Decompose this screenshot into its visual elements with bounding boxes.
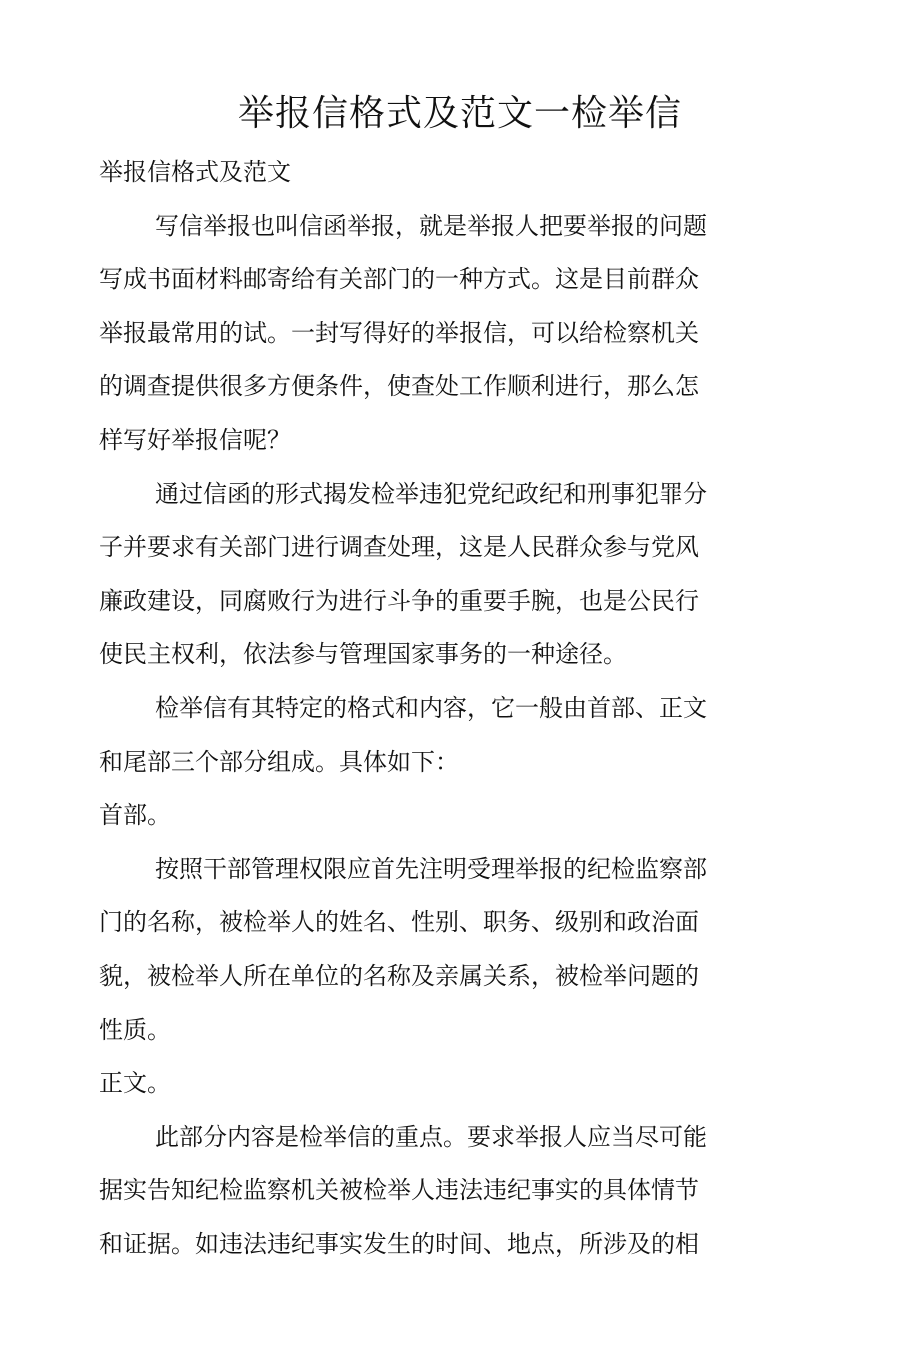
text-line: 廉政建设，同腐败行为进行斗争的重要手腕，也是公民行 [99,586,699,615]
text-line: 举报信格式及范文 [99,158,291,186]
text-line: 通过信函的形式揭发检举违犯党纪政纪和刑事犯罪分 [155,479,707,508]
text-line: 此部分内容是检举信的重点。要求举报人应当尽可能 [155,1122,707,1151]
text-line: 性质。 [99,1015,171,1044]
document-title: 举报信格式及范文一检举信 [237,93,682,134]
text-line: 门的名称，被检举人的姓名、性别、职务、级别和政治面 [99,908,699,937]
text-line: 和尾部三个部分组成。具体如下： [99,747,459,776]
text-line: 正文。 [99,1069,171,1098]
text-line: 写信举报也叫信函举报，就是举报人把要举报的问题 [155,211,707,240]
document-body [99,146,759,1271]
text-line: 貌，被检举人所在单位的名称及亲属关系，被检举问题的 [99,961,699,990]
text-line: 样写好举报信呢？ [99,425,291,454]
text-line: 检举信有其特定的格式和内容，它一般由首部、正文 [155,693,707,722]
text-line: 和证据。如违法违纪事实发生的时间、地点，所涉及的相 [99,1229,699,1258]
text-line: 使民主权利，依法参与管理国家事务的一种途径。 [99,640,627,669]
text-line: 举报最常用的试。一封写得好的举报信，可以给检察机关 [99,318,699,347]
text-line: 首部。 [99,801,171,830]
text-line: 据实告知纪检监察机关被检举人违法违纪事实的具体情节 [99,1176,699,1205]
text-line: 按照干部管理权限应首先注明受理举报的纪检监察部 [155,854,707,883]
text-line: 子并要求有关部门进行调查处理，这是人民群众参与党风 [99,533,699,562]
text-line: 写成书面材料邮寄给有关部门的一种方式。这是目前群众 [99,265,699,294]
text-line: 的调查提供很多方便条件，使查处工作顺利进行，那么怎 [99,372,699,401]
